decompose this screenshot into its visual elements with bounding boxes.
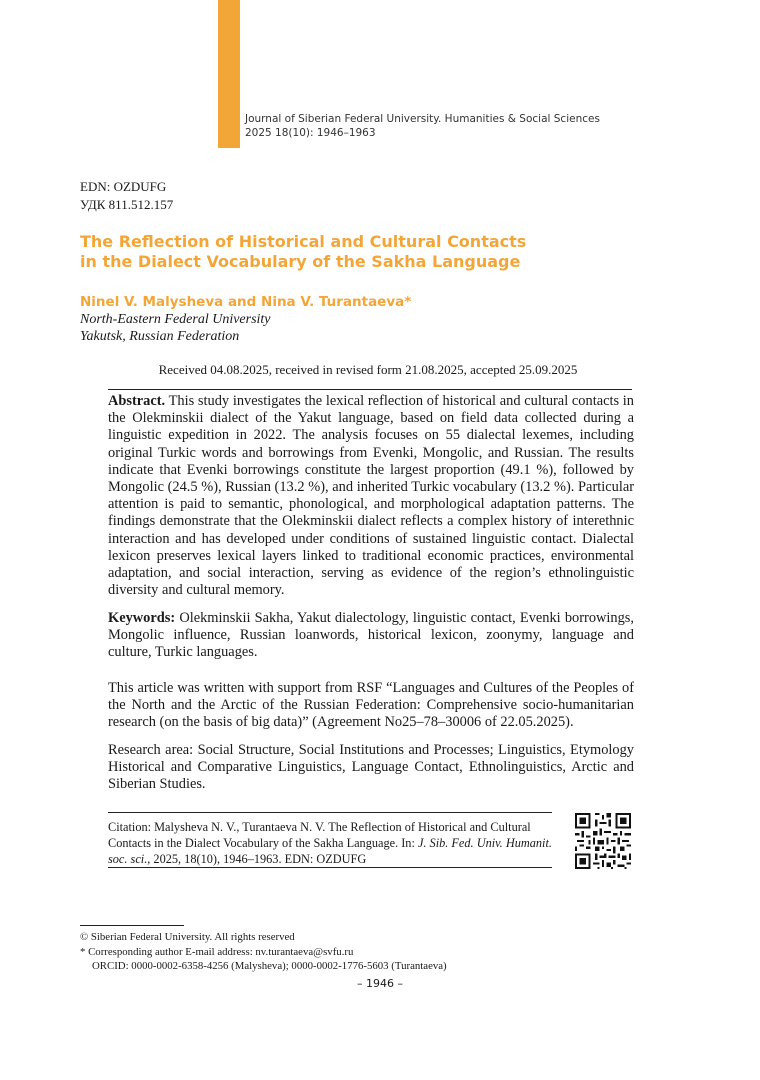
page-number: – 1946 – xyxy=(357,977,403,990)
footnotes xyxy=(80,930,447,974)
funding-statement: This article was written with support from RSF “Languages and Cultures of the Peoples of the North and the Arctic of the Russian Federation: Comprehensive socio-humanitarian research (on the basis of big data)” (Agreement No25–78–30006 of 22.05.2025). xyxy=(108,680,634,731)
citation-suffix: , 2025, 18(10), 1946–1963. EDN: OZDUFG xyxy=(147,852,367,866)
abstract-top-rule xyxy=(108,389,632,390)
citation-journal: J. Sib. Fed. Univ. Humanit. soc. sci. xyxy=(108,836,552,866)
abstract xyxy=(108,393,634,599)
citation xyxy=(108,819,553,867)
article-title xyxy=(80,232,640,272)
authors: Ninel V. Malysheva and Nina V. Turantaeva* xyxy=(80,294,412,310)
title-line-1: The Reflection of Historical and Cultural Contacts xyxy=(80,232,527,251)
title-line-2: in the Dialect Vocabulary of the Sakha Language xyxy=(80,252,521,271)
accent-bar xyxy=(218,0,240,148)
keywords-text: Olekminskii Sakha, Yakut dialectology, linguistic contact, Evenki borrowings, Mongolic influence, Russian loanwords, historical lexicon, zoonymy, language and culture, Turkic languages. xyxy=(108,610,634,661)
journal-name: Journal of Siberian Federal University. Humanities & Social Sciences xyxy=(245,113,600,125)
keywords-label: Keywords: xyxy=(108,610,176,626)
citation-bottom-rule xyxy=(108,867,552,868)
keywords xyxy=(108,610,634,662)
affiliation-university: North-Eastern Federal University xyxy=(80,312,271,327)
article-identifiers xyxy=(80,178,173,214)
affiliation-location: Yakutsk, Russian Federation xyxy=(80,329,240,344)
abstract-label: Abstract. xyxy=(108,393,166,409)
journal-header xyxy=(245,112,665,140)
orcid-note: ORCID: 0000-0002-6358-4256 (Malysheva); 0000-0002-1776-5603 (Turantaeva) xyxy=(92,960,447,972)
research-area: Research area: Social Structure, Social Institutions and Processes; Linguistics, Etymology Historical and Comparative Linguistics, Language Contact, Ethnolinguistics, Arctic and Siberian Studies. xyxy=(108,742,634,793)
udk: УДК 811.512.157 xyxy=(80,197,174,212)
copyright-note: © Siberian Federal University. All rights reserved xyxy=(80,931,295,943)
qr-code-icon[interactable] xyxy=(575,813,631,869)
corresponding-author-note: * Corresponding author E-mail address: nv.turantaeva@svfu.ru xyxy=(80,945,354,958)
journal-issue: 2025 18(10): 1946–1963 xyxy=(245,127,376,139)
citation-top-rule xyxy=(108,812,552,813)
received-dates: Received 04.08.2025, received in revised form 21.08.2025, accepted 25.09.2025 xyxy=(158,362,578,377)
affiliation xyxy=(80,311,271,345)
edn: EDN: OZDUFG xyxy=(80,179,167,194)
footnote-rule xyxy=(80,925,184,926)
abstract-text: This study investigates the lexical reflection of historical and cultural contacts in the Olekminskii dialect of the Yakut language, based on field data collected during a linguistic expedition in 2022. The analysis focuses on 55 dialectal lexemes, including original Turkic words and borrowings from Evenki, Mongolic, and Russian. The results indicate that Evenki borrowings constitute the largest proportion (49.1 %), followed by Mongolic (24.5 %), Russian (13.2 %), and inherited Turkic vocabulary (13.2 %). Particular attention is paid to semantic, phonological, and morphological adaptation patterns. The findings demonstrate that the Olekminskii dialect reflects a complex history of interethnic interaction and has developed under conditions of sustained linguistic contact. Dialectal lexicon preserves lexical layers linked to traditional economic practices, environmental adaptation, and social interaction, serving as evidence of the region’s ethnolinguistic diversity and cultural memory. xyxy=(108,393,634,599)
citation-prefix: Citation: Malysheva N. V., Turantaeva N. V. The Reflection of Historical and Cultural Contacts in the Dialect Vocabulary of the Sakha Language. In: xyxy=(108,820,531,850)
